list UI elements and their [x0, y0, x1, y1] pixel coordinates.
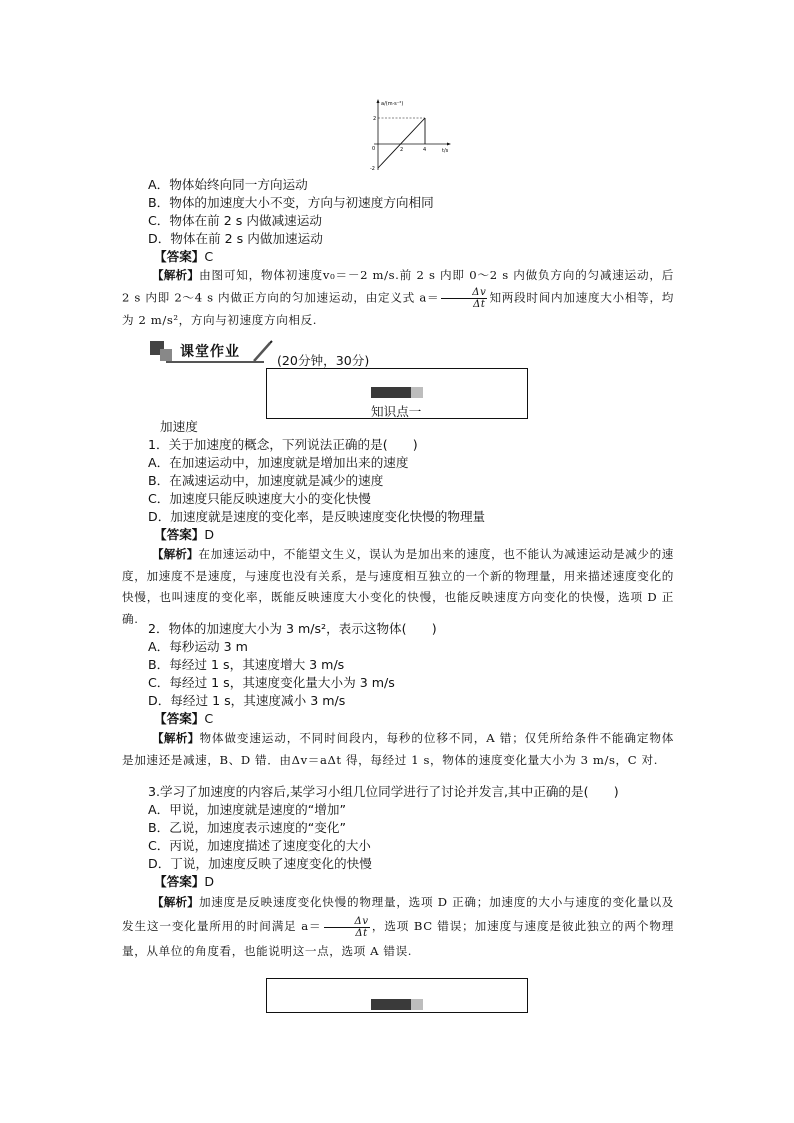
fraction-numerator: Δv	[324, 916, 370, 928]
prev-option-b: B．物体的加速度大小不变，方向与初速度方向相同	[148, 195, 434, 210]
q3-stem: 3.学习了加速度的内容后,某学习小组几位同学进行了讨论并发言,其中正确的是( )	[148, 784, 619, 799]
time-note: (20分钟，30分)	[277, 353, 370, 368]
q3-option-b: B．乙说，加速度表示速度的“变化”	[148, 820, 347, 835]
analysis-text-1: 加速度是反映速度变化快慢的物理量，选项 D 正确；加速度的大小与速度的变化量以及发生这一变化量所用的时间满足 a＝	[122, 895, 674, 933]
knowledge-point-box-2	[266, 978, 528, 1013]
q1-option-d: D．加速度就是速度的变化率，是反映速度变化快慢的物理量	[148, 509, 486, 524]
analysis-text-2: ，选项 BC 错误；加速度与速度是彼此独立的两个物理量，从单位的角度看，也能说明这一点，选项 A 错误.	[122, 919, 674, 958]
topic-label: 加速度	[160, 419, 198, 434]
analysis-text: 在加速运动中，不能望文生义，误认为是加出来的速度，也不能认为减速运动是减少的速度，加速度不是速度，与速度也没有关系，是与速度相互独立的一个新的物理量，用来描述速度变化的快慢，也叫速度的变化率，既能反映速度大小变化的快慢，也能反映速度方向变化的快慢，选项 D 正确.	[122, 547, 674, 626]
answer-tag: 【答案】	[154, 249, 205, 264]
x-tick-4: 4	[423, 147, 427, 153]
section-title: 课堂作业	[180, 344, 240, 360]
fraction-numerator: Δv	[441, 287, 487, 299]
q2-answer	[154, 710, 213, 728]
data-line	[378, 118, 425, 168]
q2-option-c: C．每经过 1 s，其速度变化量大小为 3 m/s	[148, 675, 395, 690]
q3-analysis	[122, 890, 674, 963]
answer-value: C	[204, 711, 214, 726]
answer-tag: 【答案】	[154, 874, 205, 889]
q1-option-b: B．在减速运动中，加速度就是减少的速度	[148, 473, 384, 488]
x-axis-arrow	[447, 143, 451, 146]
q2-stem: 2．物体的加速度大小为 3 m/s²，表示这物体( )	[148, 621, 437, 636]
y-axis-label: a/(m·s⁻²)	[381, 101, 404, 107]
prev-option-c: C．物体在前 2 s 内做减速运动	[148, 213, 322, 228]
x-axis-label: t/s	[442, 148, 449, 154]
knowledge-bar	[371, 387, 423, 398]
q2-option-b: B．每经过 1 s，其速度增大 3 m/s	[148, 657, 345, 672]
y-tick-neg: -2	[370, 166, 375, 172]
delta-fraction	[441, 287, 487, 310]
prev-option-a: A．物体始终向同一方向运动	[148, 177, 308, 192]
knowledge-point-label: 知识点一	[371, 404, 422, 419]
q3-option-c: C．丙说，加速度描述了速度变化的大小	[148, 838, 371, 853]
fraction-denominator: Δt	[473, 298, 486, 310]
section-banner	[150, 339, 274, 365]
fraction-denominator: Δt	[355, 927, 368, 939]
answer-tag: 【答案】	[154, 711, 205, 726]
banner-square-icon-small	[160, 349, 172, 361]
y-axis-arrow	[377, 99, 380, 103]
q1-analysis	[122, 544, 674, 630]
answer-value: D	[204, 527, 215, 542]
knowledge-point-box	[266, 368, 528, 419]
prev-answer	[154, 248, 213, 266]
answer-value: C	[204, 249, 214, 264]
analysis-tag: 【解析】	[152, 547, 199, 561]
analysis-tag: 【解析】	[152, 268, 200, 282]
answer-value: D	[204, 874, 215, 889]
q3-option-d: D．丁说，加速度反映了速度变化的快慢	[148, 856, 372, 871]
analysis-text-2: 知两段时间内加速度大小相等，均为 2 m/s²，方向与初速度方向相反.	[122, 290, 674, 327]
q3-option-a: A．甲说，加速度就是速度的“增加”	[148, 802, 346, 817]
q3-answer	[154, 873, 214, 891]
y-tick-pos: 2	[373, 116, 377, 122]
knowledge-bar-dark	[371, 387, 411, 398]
prev-analysis	[122, 265, 674, 331]
q1-stem: 1．关于加速度的概念，下列说法正确的是( )	[148, 437, 418, 452]
knowledge-bar-dark	[371, 999, 411, 1010]
answer-tag: 【答案】	[154, 527, 205, 542]
q2-option-d: D．每经过 1 s，其速度减小 3 m/s	[148, 693, 346, 708]
origin-label: 0	[372, 146, 376, 152]
q1-option-a: A．在加速运动中，加速度就是增加出来的速度	[148, 455, 409, 470]
prev-option-d: D．物体在前 2 s 内做加速运动	[148, 231, 323, 246]
analysis-text-1: 由图可知，物体初速度v₀＝－2 m/s.前 2 s 内即 0～2 s 内做负方向的匀减速运动，后 2 s 内即 2～4 s 内做正方向的匀加速运动，由定义式 a＝	[122, 268, 674, 304]
knowledge-bar-light	[411, 387, 423, 398]
q1-answer	[154, 526, 214, 544]
knowledge-bar-light	[411, 999, 423, 1010]
q1-option-c: C．加速度只能反映速度大小的变化快慢	[148, 491, 371, 506]
delta-fraction	[324, 916, 370, 939]
banner-underline	[166, 361, 264, 363]
knowledge-bar	[371, 999, 423, 1010]
analysis-tag: 【解析】	[152, 895, 199, 909]
analysis-text: 物体做变速运动，不同时间段内，每秒的位移不同，A 错；仅凭所给条件不能确定物体是加速还是减速，B、D 错．由Δv＝aΔt 得，每经过 1 s，物体的速度变化量大小为 3 m/s，C 对.	[122, 731, 674, 767]
q2-option-a: A．每秒运动 3 m	[148, 639, 248, 654]
pencil-icon	[252, 339, 274, 363]
analysis-tag: 【解析】	[152, 731, 200, 745]
q2-analysis	[122, 728, 674, 771]
x-tick-2: 2	[400, 147, 404, 153]
acceleration-time-graph	[368, 96, 454, 174]
